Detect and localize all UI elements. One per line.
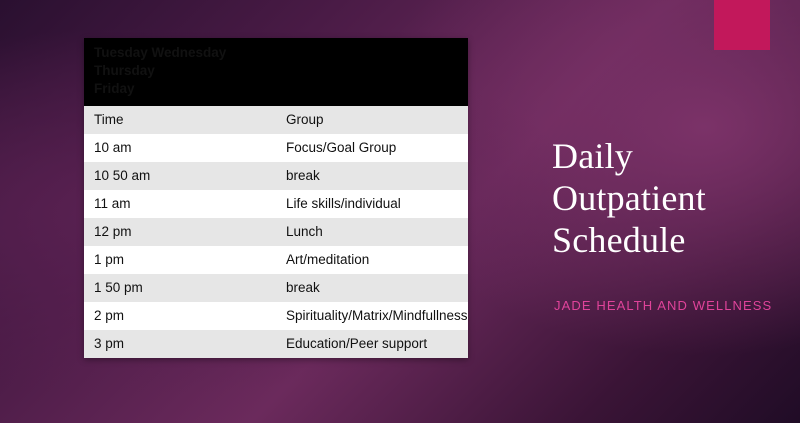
table-row [84, 134, 468, 162]
page-title [552, 135, 788, 261]
cell-group: Lunch [276, 218, 468, 246]
title-line-2: Outpatient [552, 178, 706, 219]
schedule-table [84, 38, 468, 358]
cell-time: 1 pm [84, 246, 276, 274]
cell-time: Time [84, 106, 276, 134]
header-line-3: Friday [94, 81, 135, 97]
table-row [84, 330, 468, 358]
cell-time: 3 pm [84, 330, 276, 358]
title-line-3: Schedule [552, 220, 686, 261]
cell-time: 10 am [84, 134, 276, 162]
cell-group: break [276, 162, 468, 190]
table-row [84, 302, 468, 330]
cell-group: Education/Peer support [276, 330, 468, 358]
cell-group: Focus/Goal Group [276, 134, 468, 162]
accent-block [714, 0, 770, 50]
cell-group: Group [276, 106, 468, 134]
cell-time: 2 pm [84, 302, 276, 330]
header-line-1: Tuesday Wednesday [94, 45, 227, 60]
header-line-2: Thursday [94, 63, 155, 79]
schedule-table-container [84, 38, 468, 358]
title-line-1: Daily [552, 136, 633, 176]
table-row [84, 274, 468, 302]
cell-group: Life skills/individual [276, 190, 468, 218]
table-header-row [84, 38, 468, 106]
table-row [84, 218, 468, 246]
cell-group: Art/meditation [276, 246, 468, 274]
table-row [84, 246, 468, 274]
cell-group: Spirituality/Matrix/Mindfullness [276, 302, 468, 330]
subtitle: JADE HEALTH AND WELLNESS [554, 298, 773, 313]
cell-time: 1 50 pm [84, 274, 276, 302]
cell-time: 10 50 am [84, 162, 276, 190]
table-row [84, 162, 468, 190]
cell-time: 12 pm [84, 218, 276, 246]
cell-time: 11 am [84, 190, 276, 218]
table-row [84, 106, 468, 134]
cell-group: break [276, 274, 468, 302]
table-row [84, 190, 468, 218]
table-header-cell [84, 38, 468, 106]
